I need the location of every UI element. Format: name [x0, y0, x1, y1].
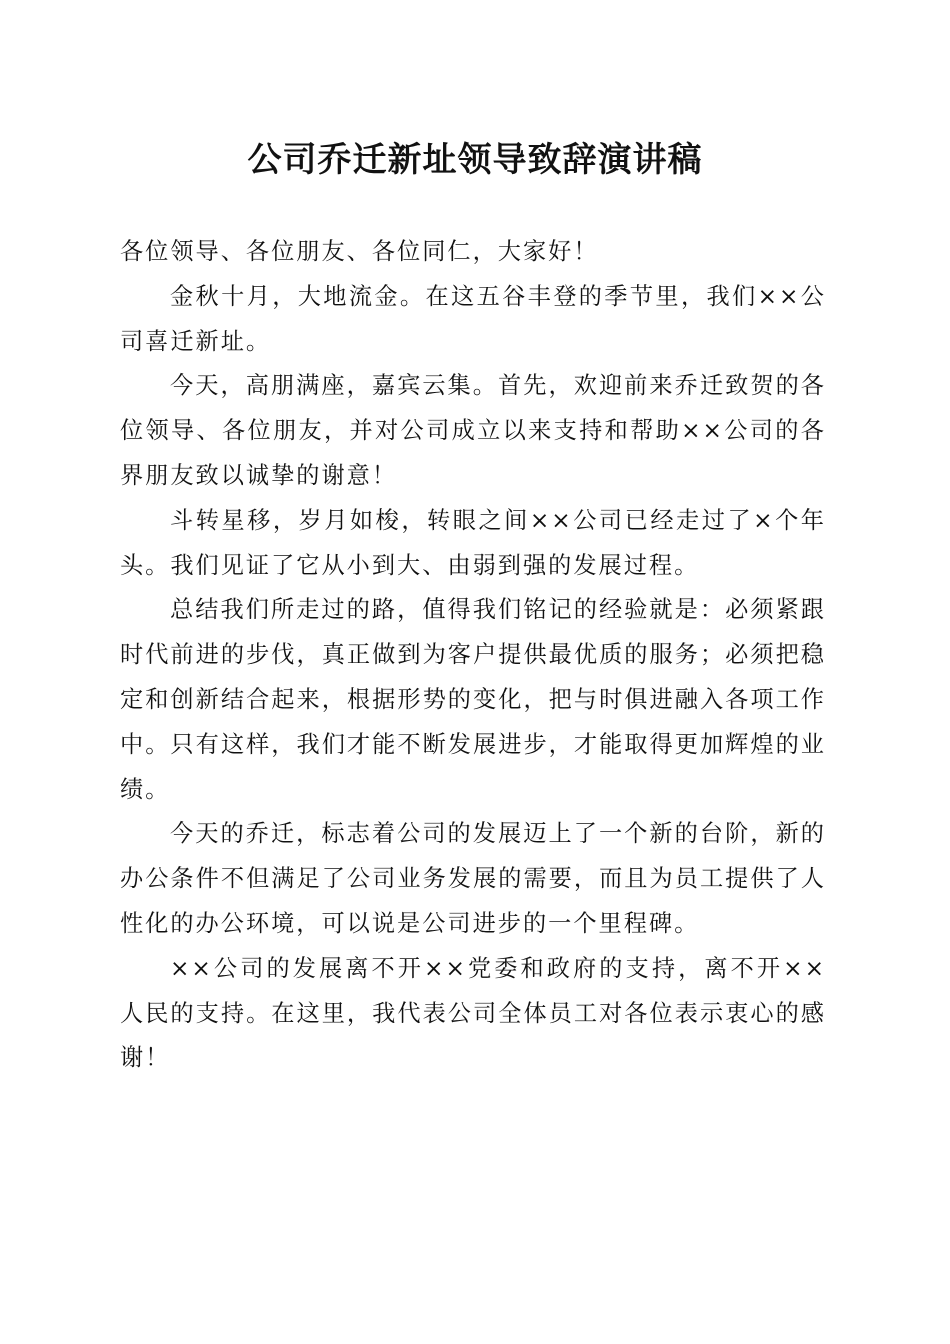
salutation-paragraph: 各位领导、各位朋友、各位同仁，大家好！	[120, 238, 599, 265]
paragraph-5: 今天的乔迁，标志着公司的发展迈上了一个新的台阶，新的办公条件不但满足了公司业务发展的需要，而且为员工提供了人性化的办公环境，可以说是公司进步的一个里程碑。	[120, 820, 826, 937]
paragraph-1: 金秋十月，大地流金。在这五谷丰登的季节里，我们××公司喜迁新址。	[120, 282, 826, 355]
document-title: 公司乔迁新址领导致辞演讲稿	[247, 140, 703, 180]
paragraph-2: 今天，高朋满座，嘉宾云集。首先，欢迎前来乔迁致贺的各位领导、各位朋友，并对公司成立以来支持和帮助××公司的各界朋友致以诚挚的谢意！	[120, 372, 826, 489]
paragraph-4: 总结我们所走过的路，值得我们铭记的经验就是：必须紧跟时代前进的步伐，真正做到为客户提供最优质的服务；必须把稳定和创新结合起来，根据形势的变化，把与时俱进融入各项工作中。只有这样，我们才能不断发展进步，才能取得更加辉煌的业绩。	[120, 596, 826, 803]
document-body	[120, 230, 826, 1081]
paragraph-3: 斗转星移，岁月如梭，转眼之间××公司已经走过了×个年头。我们见证了它从小到大、由弱到强的发展过程。	[120, 506, 826, 579]
paragraph-6: ××公司的发展离不开××党委和政府的支持，离不开××人民的支持。在这里，我代表公司全体员工对各位表示衷心的感谢！	[120, 954, 826, 1072]
